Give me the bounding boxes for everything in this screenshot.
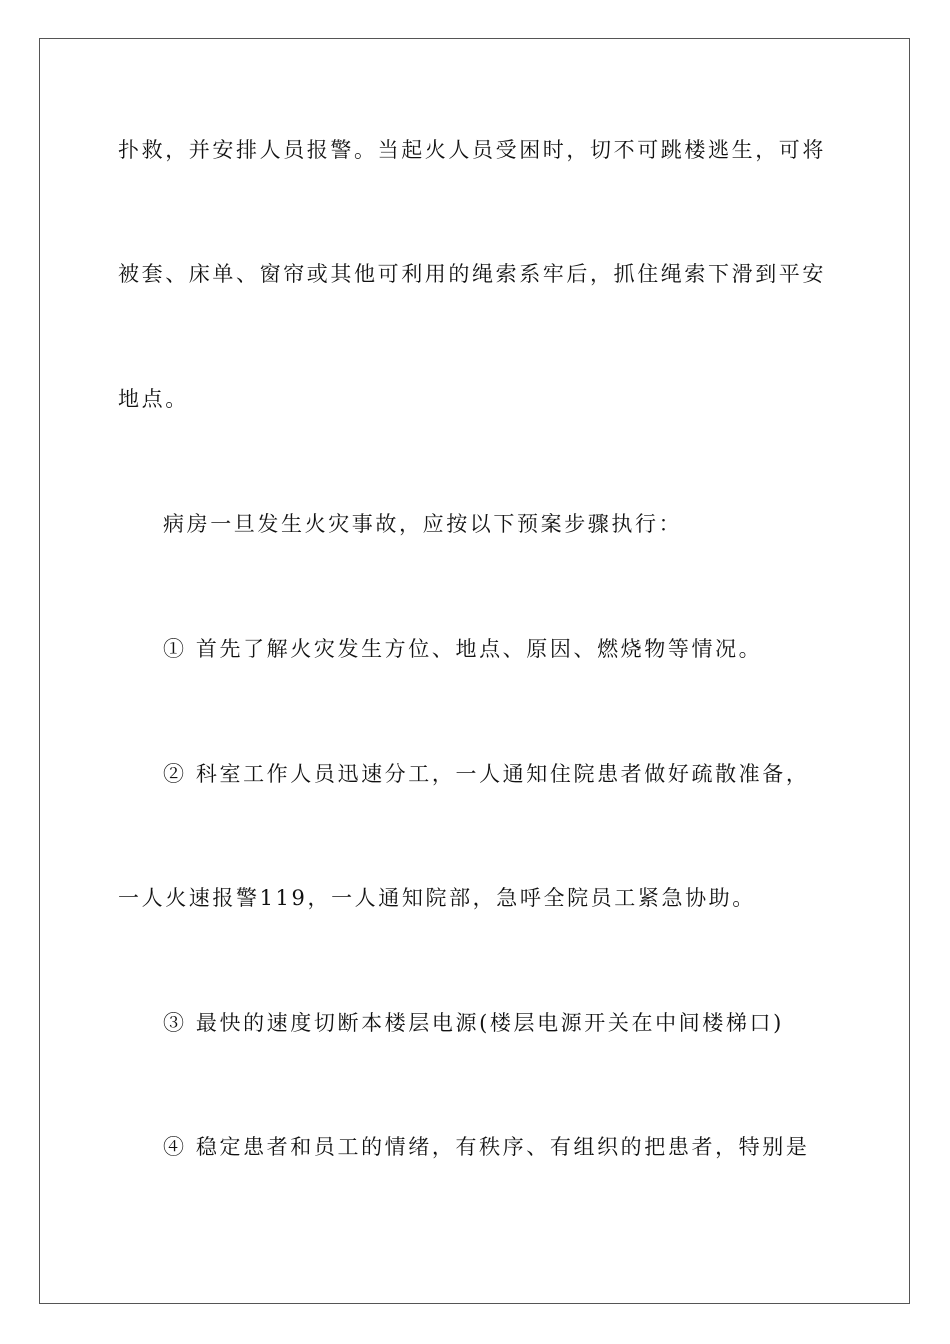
paragraph-line: 地点。: [118, 387, 189, 411]
page-frame: [39, 38, 910, 1304]
list-item-4: ④ 稳定患者和员工的情绪，有秩序、有组织的把患者，特别是: [163, 1135, 810, 1159]
list-item-3: ③ 最快的速度切断本楼层电源(楼层电源开关在中间楼梯口): [163, 1011, 784, 1035]
list-item-2-continuation: 一人火速报警119，一人通知院部，急呼全院员工紧急协助。: [118, 886, 756, 910]
paragraph-line: 被套、床单、窗帘或其他可利用的绳索系牢后，抓住绳索下滑到平安: [118, 262, 826, 286]
paragraph-line: 病房一旦发生火灾事故，应按以下预案步骤执行：: [163, 512, 683, 536]
paragraph-line: 扑救，并安排人员报警。当起火人员受困时，切不可跳楼逃生，可将: [118, 138, 826, 162]
list-item-1: ① 首先了解火灾发生方位、地点、原因、燃烧物等情况。: [163, 637, 763, 661]
list-item-2: ② 科室工作人员迅速分工，一人通知住院患者做好疏散准备，: [163, 762, 810, 786]
